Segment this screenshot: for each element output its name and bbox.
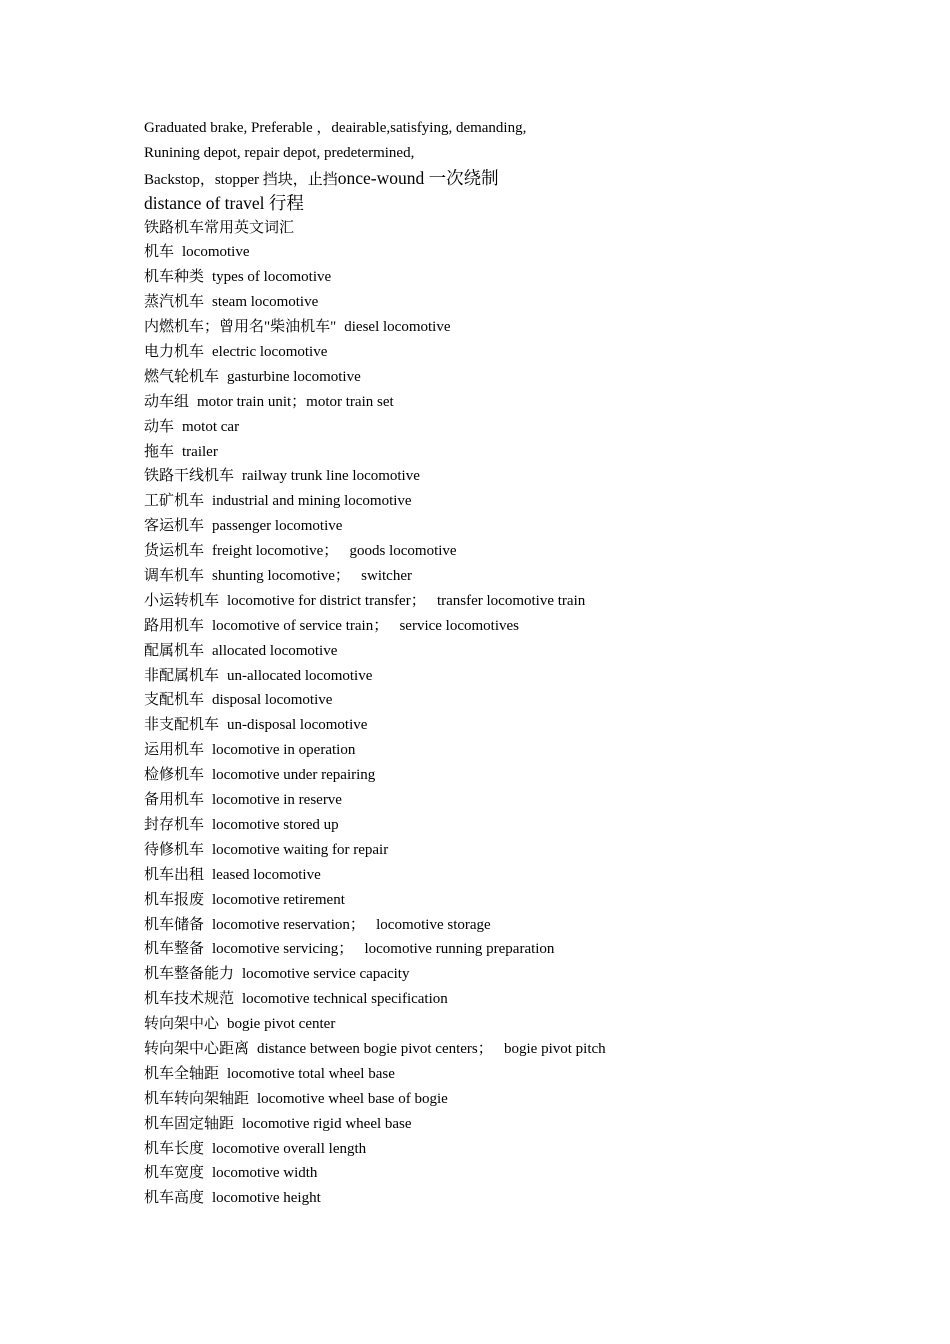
header-notes [144,116,924,216]
list-item [144,713,924,738]
term-chinese: 运用机车 [144,742,205,759]
list-item [144,589,924,614]
list-item [144,788,924,813]
term-english: steam locomotive [212,294,319,311]
list-item [144,340,924,365]
term-chinese: 机车储备 [144,916,205,933]
term-english: leased locomotive [212,866,321,883]
term-chinese: 机车转向架轴距 [144,1090,250,1107]
term-chinese: 动车组 [144,393,190,410]
term-chinese: 机车全轴距 [144,1065,220,1082]
term-chinese: 调车机车 [144,568,205,585]
term-chinese: 燃气轮机车 [144,368,220,385]
term-chinese: 检修机车 [144,767,205,784]
term-english: locomotive technical specification [242,991,448,1008]
header-line [144,166,924,191]
term-chinese: 机车技术规范 [144,991,235,1008]
list-item [144,514,924,539]
term-english: types of locomotive [212,269,332,286]
term-chinese: 机车 [144,244,175,261]
list-item [144,440,924,465]
term-english: un-disposal locomotive [227,717,368,734]
term-english: locomotive width [212,1165,318,1182]
list-item [144,1012,924,1037]
list-item [144,614,924,639]
term-english: motot car [182,418,240,435]
term-english: trailer [182,443,218,460]
term-english: diesel locomotive [344,319,451,336]
list-item [144,1112,924,1137]
list-item [144,813,924,838]
term-english: industrial and mining locomotive [212,493,412,510]
list-item [144,763,924,788]
header-line-text: Backstop，stopper 挡块，止挡 [144,171,338,188]
term-english: locomotive total wheel base [227,1065,395,1082]
document-title: 铁路机车常用英文词汇 [144,219,295,236]
list-item [144,913,924,938]
term-chinese: 待修机车 [144,841,205,858]
term-chinese: 转向架中心距离 [144,1040,250,1057]
term-english: un-allocated locomotive [227,667,373,684]
term-chinese: 客运机车 [144,518,205,535]
list-item [144,838,924,863]
term-english: locomotive in operation [212,742,356,759]
term-english: locomotive in reserve [212,792,342,809]
list-item [144,365,924,390]
term-english: disposal locomotive [212,692,333,709]
term-chinese: 备用机车 [144,792,205,809]
term-chinese: 机车整备能力 [144,966,235,983]
header-line [144,191,924,216]
header-line [144,116,924,141]
header-line [144,141,924,166]
term-chinese: 非配属机车 [144,667,220,684]
list-item [144,987,924,1012]
list-item [144,315,924,340]
term-english: locomotive [182,244,250,261]
list-item [144,564,924,589]
term-english: motor train unit；motor train set [197,393,394,410]
term-english: locomotive stored up [212,816,339,833]
term-english: bogie pivot center [227,1016,336,1033]
header-line-text: distance of travel 行程 [144,192,304,213]
term-english: locomotive of service train； service locomotives [212,617,520,634]
term-english: locomotive rigid wheel base [242,1115,412,1132]
list-item [144,1087,924,1112]
term-english: electric locomotive [212,344,328,361]
term-chinese: 转向架中心 [144,1016,220,1033]
list-item [144,539,924,564]
term-chinese: 封存机车 [144,816,205,833]
list-item [144,1186,924,1211]
list-item [144,664,924,689]
term-english: locomotive servicing； locomotive running preparation [212,941,555,958]
term-chinese: 拖车 [144,443,175,460]
term-chinese: 支配机车 [144,692,205,709]
list-item [144,464,924,489]
vocabulary-list [144,240,924,1211]
term-chinese: 动车 [144,418,175,435]
term-english: freight locomotive； goods locomotive [212,543,457,560]
list-item [144,639,924,664]
term-chinese: 铁路干线机车 [144,468,235,485]
term-english: railway trunk line locomotive [242,468,420,485]
term-chinese: 机车高度 [144,1190,205,1207]
term-chinese: 小运转机车 [144,592,220,609]
term-english: locomotive reservation； locomotive storage [212,916,491,933]
header-line-text: Graduated brake, Preferable ，deairable,satisfying, demanding, [144,120,527,136]
term-chinese: 配属机车 [144,642,205,659]
term-english: locomotive height [212,1190,321,1207]
term-english: gasturbine locomotive [227,368,361,385]
list-item [144,489,924,514]
term-english: locomotive waiting for repair [212,841,389,858]
term-english: allocated locomotive [212,642,338,659]
term-chinese: 机车种类 [144,269,205,286]
list-item [144,937,924,962]
term-chinese: 工矿机车 [144,493,205,510]
list-item [144,1037,924,1062]
list-item [144,688,924,713]
term-chinese: 机车报废 [144,891,205,908]
term-english: shunting locomotive； switcher [212,568,412,585]
list-item [144,1161,924,1186]
term-english: locomotive under repairing [212,767,376,784]
term-english: locomotive retirement [212,891,345,908]
document-content [144,116,924,1211]
list-item [144,390,924,415]
term-english: locomotive wheel base of bogie [257,1090,448,1107]
term-english: locomotive overall length [212,1140,367,1157]
term-chinese: 电力机车 [144,344,205,361]
term-chinese: 机车宽度 [144,1165,205,1182]
list-item [144,738,924,763]
term-chinese: 机车固定轴距 [144,1115,235,1132]
list-item [144,265,924,290]
term-chinese: 机车整备 [144,941,205,958]
list-item [144,962,924,987]
term-chinese: 机车出租 [144,866,205,883]
list-item [144,1137,924,1162]
list-item [144,415,924,440]
list-item [144,240,924,265]
term-chinese: 非支配机车 [144,717,220,734]
term-english: locomotive for district transfer； transfer locomotive train [227,592,586,609]
term-chinese: 路用机车 [144,617,205,634]
list-item [144,290,924,315]
term-chinese: 蒸汽机车 [144,294,205,311]
term-chinese: 货运机车 [144,543,205,560]
header-line-text: Runining depot, repair depot, predetermined, [144,144,415,161]
term-english: locomotive service capacity [242,966,410,983]
term-chinese: 机车长度 [144,1140,205,1157]
list-item [144,1062,924,1087]
term-english: distance between bogie pivot centers； bogie pivot pitch [257,1040,606,1057]
header-line-text-large: once-wound 一次绕制 [337,167,499,188]
term-english: passenger locomotive [212,518,343,535]
list-item [144,863,924,888]
term-chinese: 内燃机车；曾用名"柴油机车" [144,319,337,336]
list-item [144,888,924,913]
